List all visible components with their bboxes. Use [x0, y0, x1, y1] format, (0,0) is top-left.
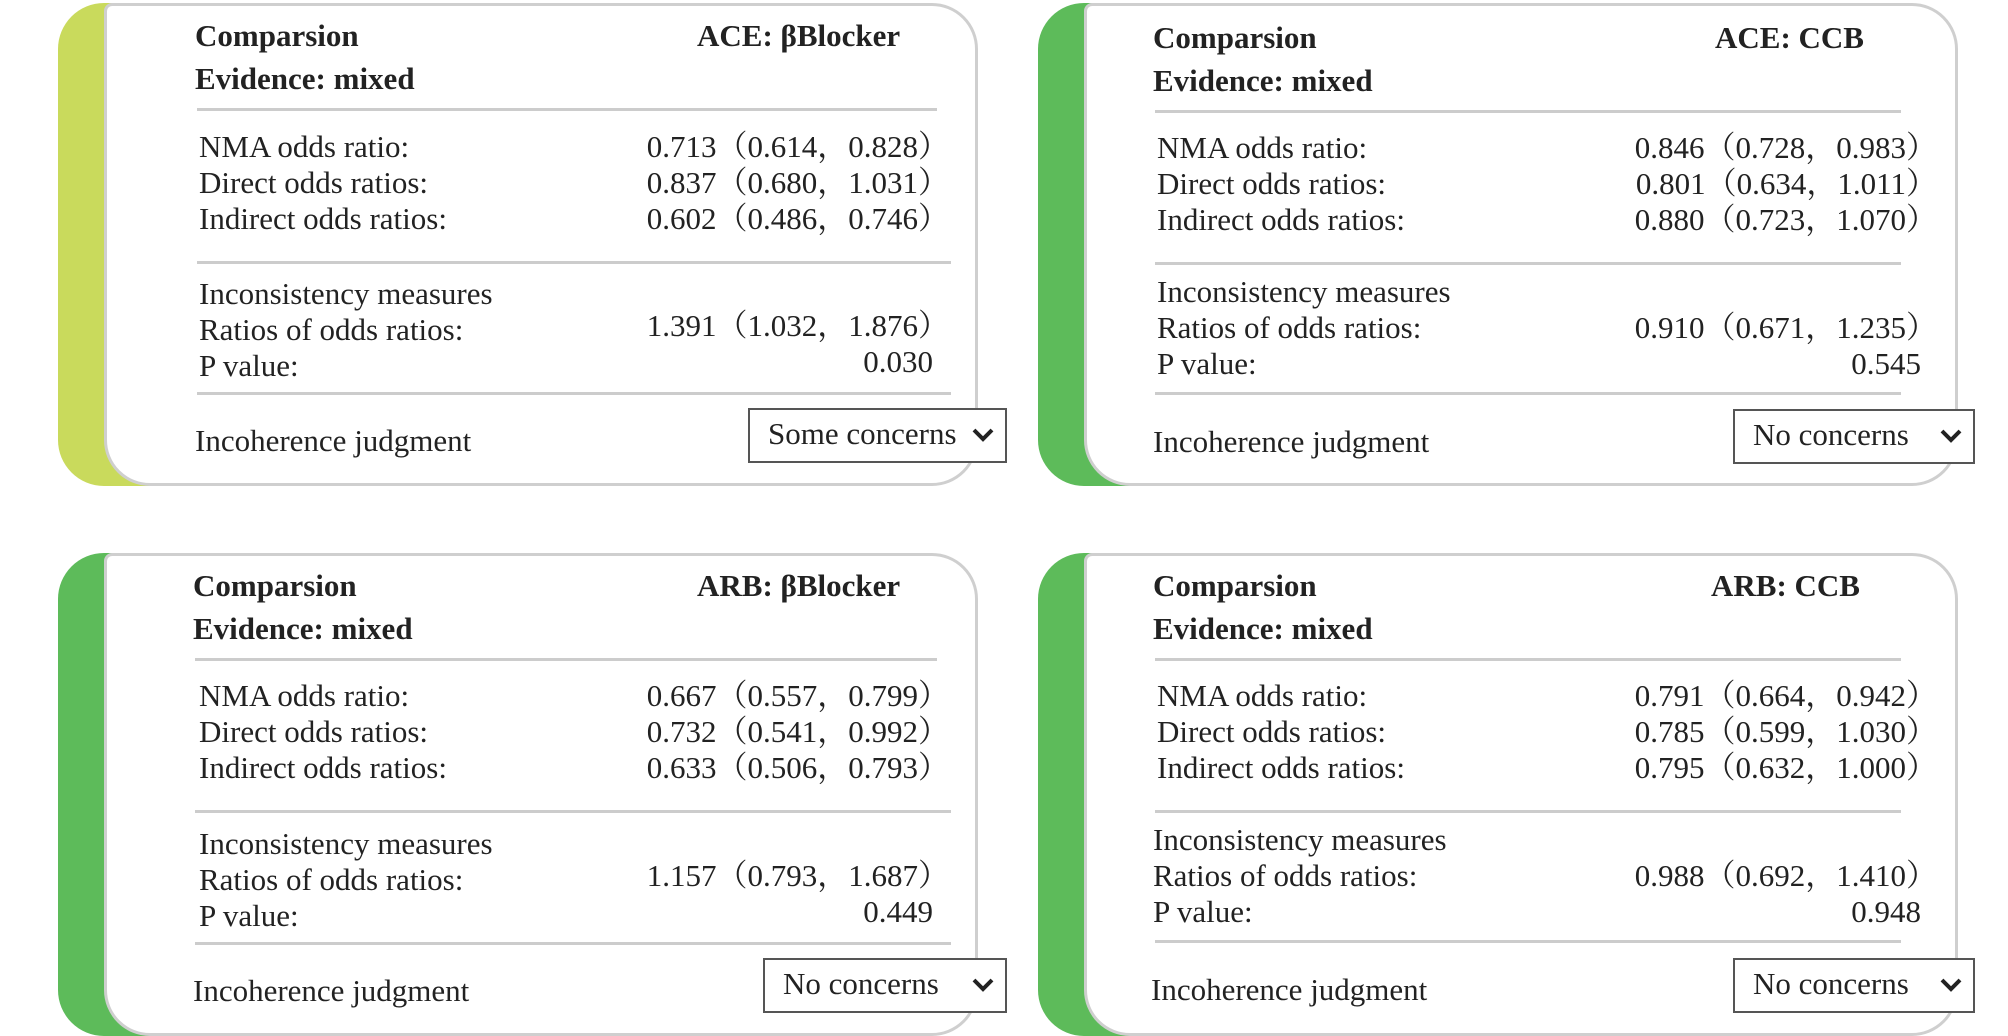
ror-label: Ratios of odds ratios:: [199, 312, 464, 347]
p-value: 0.948: [1851, 894, 1921, 929]
incoherence-judgment-dropdown[interactable]: [763, 958, 1007, 1013]
nma-label: NMA odds ratio:: [199, 678, 410, 713]
chevron-down-icon: [971, 977, 995, 993]
p-label: P value:: [1153, 894, 1253, 929]
p-label: P value:: [199, 898, 299, 933]
ror-label: Ratios of odds ratios:: [1153, 858, 1418, 893]
inconsistency-label: Inconsistency measures: [1157, 274, 1451, 309]
comparison-label: Comparsion: [1153, 20, 1317, 55]
inconsistency-label: Inconsistency measures: [199, 276, 493, 311]
p-value: 0.449: [863, 894, 933, 929]
comparison-label: Comparsion: [1153, 568, 1317, 603]
inconsistency-label: Inconsistency measures: [1153, 822, 1447, 857]
comparison-label: Comparsion: [193, 568, 357, 603]
indirect-label: Indirect odds ratios:: [1157, 202, 1405, 237]
panel-card: [1084, 3, 1958, 486]
nma-value: 0.667（0.557，0.799）: [646, 678, 949, 713]
dropdown-selected-value: No concerns: [1753, 966, 1909, 1001]
indirect-label: Indirect odds ratios:: [1157, 750, 1405, 785]
nma-label: NMA odds ratio:: [1157, 678, 1368, 713]
comparison-value: ACE: βBlocker: [697, 18, 901, 53]
comparison-panel-ace-bblocker: [58, 3, 978, 486]
nma-value: 0.791（0.664，0.942）: [1634, 678, 1937, 713]
direct-label: Direct odds ratios:: [1157, 714, 1387, 749]
comparison-value: ACE: CCB: [1715, 20, 1864, 55]
comparison-panel-ace-ccb: [1038, 3, 1958, 486]
divider: [1155, 392, 1901, 395]
direct-value: 0.785（0.599，1.030）: [1634, 714, 1937, 749]
indirect-value: 0.795（0.632，1.000）: [1634, 750, 1937, 785]
divider: [195, 658, 937, 661]
nma-value: 0.846（0.728，0.983）: [1634, 130, 1937, 165]
nma-label: NMA odds ratio:: [199, 129, 410, 164]
evidence-label: Evidence: mixed: [195, 61, 415, 96]
inconsistency-label: Inconsistency measures: [199, 826, 493, 861]
p-value: 0.545: [1851, 346, 1921, 381]
ror-value: 1.391（1.032，1.876）: [646, 308, 949, 343]
chevron-down-icon: [1939, 977, 1963, 993]
divider: [195, 942, 951, 945]
p-value: 0.030: [863, 344, 933, 379]
indirect-label: Indirect odds ratios:: [199, 201, 447, 236]
direct-value: 0.837（0.680，1.031）: [646, 165, 949, 200]
indirect-value: 0.602（0.486，0.746）: [646, 201, 949, 236]
judgment-label: Incoherence judgment: [193, 973, 470, 1008]
ror-label: Ratios of odds ratios:: [1157, 310, 1422, 345]
dropdown-selected-value: No concerns: [1753, 417, 1909, 452]
comparison-panel-arb-bblocker: [58, 553, 978, 1036]
incoherence-judgment-dropdown[interactable]: [1733, 409, 1975, 464]
panel-card: [104, 553, 978, 1036]
dropdown-selected-value: Some concerns: [768, 416, 957, 451]
divider: [1155, 940, 1901, 943]
indirect-label: Indirect odds ratios:: [199, 750, 447, 785]
direct-label: Direct odds ratios:: [1157, 166, 1387, 201]
evidence-label: Evidence: mixed: [1153, 63, 1373, 98]
judgment-label: Incoherence judgment: [195, 423, 472, 458]
ror-value: 1.157（0.793，1.687）: [646, 858, 949, 893]
evidence-label: Evidence: mixed: [193, 611, 413, 646]
comparison-panel-arb-ccb: [1038, 553, 1958, 1036]
divider: [1155, 262, 1901, 265]
judgment-label: Incoherence judgment: [1153, 424, 1430, 459]
direct-value: 0.732（0.541，0.992）: [646, 714, 949, 749]
direct-label: Direct odds ratios:: [199, 714, 429, 749]
comparison-value: ARB: βBlocker: [697, 568, 901, 603]
evidence-label: Evidence: mixed: [1153, 611, 1373, 646]
p-label: P value:: [199, 348, 299, 383]
divider: [197, 261, 951, 264]
comparison-value: ARB: CCB: [1711, 568, 1860, 603]
divider: [1155, 658, 1901, 661]
chevron-down-icon: [1939, 428, 1963, 444]
p-label: P value:: [1157, 346, 1257, 381]
divider: [1155, 810, 1901, 813]
incoherence-judgment-dropdown[interactable]: [1733, 958, 1975, 1013]
ror-value: 0.988（0.692，1.410）: [1634, 858, 1937, 893]
divider: [197, 392, 951, 395]
incoherence-judgment-dropdown[interactable]: [748, 408, 1007, 463]
divider: [1155, 110, 1901, 113]
comparison-label: Comparsion: [195, 18, 359, 53]
nma-label: NMA odds ratio:: [1157, 130, 1368, 165]
direct-value: 0.801（0.634，1.011）: [1635, 166, 1937, 201]
ror-label: Ratios of odds ratios:: [199, 862, 464, 897]
ror-value: 0.910（0.671，1.235）: [1634, 310, 1937, 345]
indirect-value: 0.633（0.506，0.793）: [646, 750, 949, 785]
dropdown-selected-value: No concerns: [783, 966, 939, 1001]
panel-card: [1084, 553, 1958, 1036]
judgment-label: Incoherence judgment: [1151, 972, 1428, 1007]
divider: [195, 810, 951, 813]
divider: [197, 108, 937, 111]
chevron-down-icon: [971, 427, 995, 443]
indirect-value: 0.880（0.723，1.070）: [1634, 202, 1937, 237]
direct-label: Direct odds ratios:: [199, 165, 429, 200]
nma-value: 0.713（0.614，0.828）: [646, 129, 949, 164]
panel-card: [104, 3, 978, 486]
